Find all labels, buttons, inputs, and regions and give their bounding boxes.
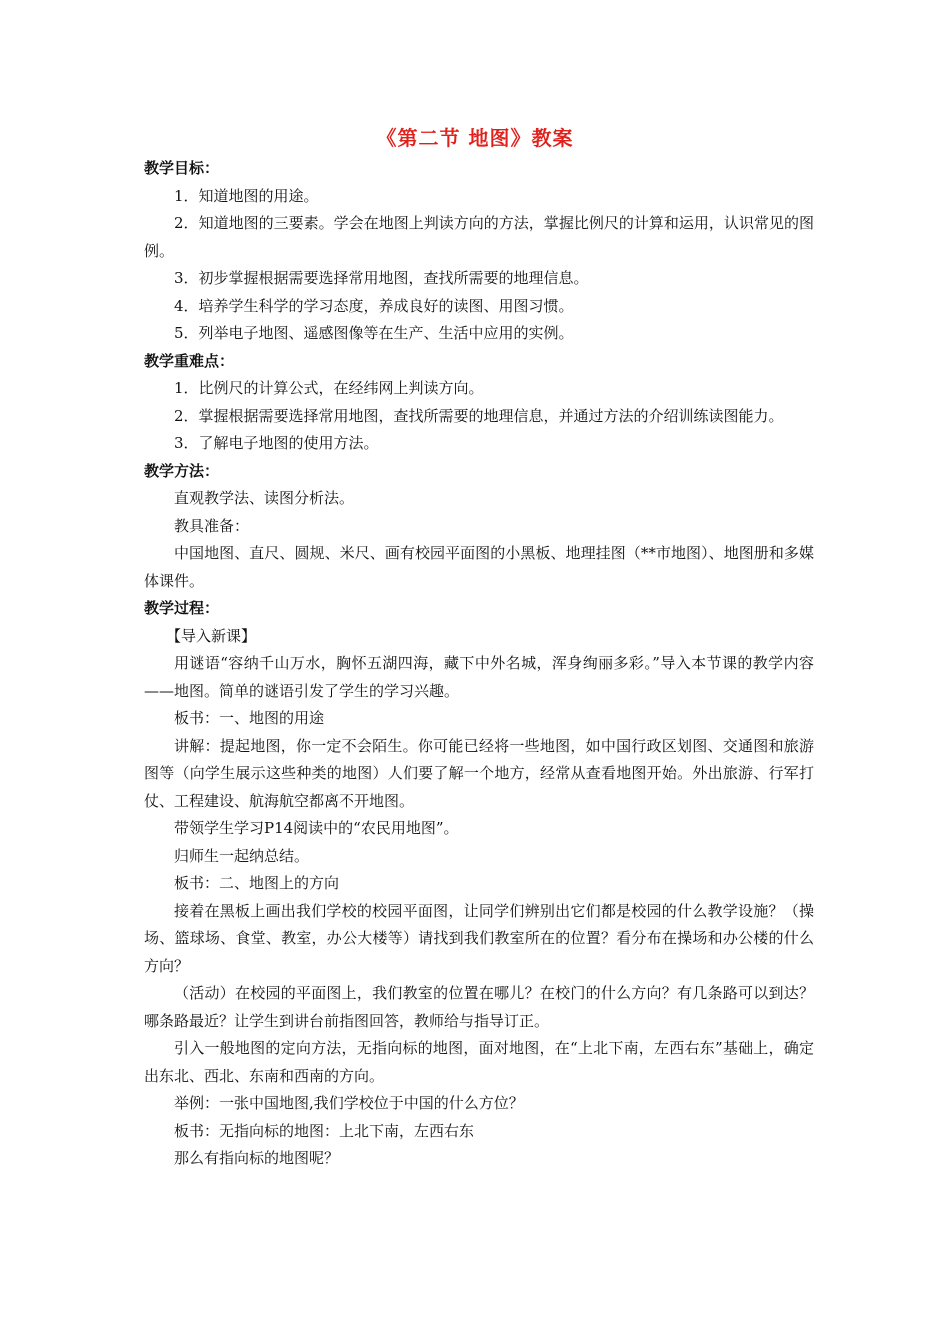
process-paragraph: 接着在黑板上画出我们学校的校园平面图，让同学们辨别出它们都是校园的什么教学设施？（操场、篮球场、食堂、教室，办公大楼等）请找到我们教室所在的位置？看分布在操场和办公楼的什么方向？ xyxy=(144,901,814,975)
process-paragraph: （活动）在校园的平面图上，我们教室的位置在哪儿？在校门的什么方向？有几条路可以到达？哪条路最近？让学生到讲台前指图回答，教师给与指导订正。 xyxy=(144,984,814,1030)
goal-item: 5．列举电子地图、遥感图像等在生产、生活中应用的实例。 xyxy=(174,324,574,342)
process-paragraph: 板书：无指向标的地图：上北下南，左西右东 xyxy=(174,1121,475,1140)
page-title: 《第二节 地图》教案 xyxy=(376,126,574,150)
key-points-heading: 教学重难点： xyxy=(144,351,235,370)
methods-heading: 教学方法： xyxy=(144,461,220,480)
process-paragraph: 板书：二、地图上的方向 xyxy=(174,874,340,892)
method-item: 中国地图、直尺、圆规、米尺、画有校园平面图的小黑板、地理挂图（**市地图）、地图册和多媒体课件。 xyxy=(144,544,814,590)
process-intro: 【导入新课】 xyxy=(166,626,257,645)
goal-item: 1．知道地图的用途。 xyxy=(174,186,319,205)
key-point-item: 2．掌握根据需要选择常用地图，查找所需要的地理信息，并通过方法的介绍训练读图能力。 xyxy=(174,406,784,425)
goal-item: 2．知道地图的三要素。学会在地图上判读方向的方法，掌握比例尺的计算和运用，认识常见的图例。 xyxy=(144,214,814,260)
goals-heading: 教学目标： xyxy=(144,159,220,177)
document-body xyxy=(144,155,814,1173)
process-paragraph: 归师生一起纳总结。 xyxy=(174,846,310,865)
process-heading: 教学过程： xyxy=(144,599,220,617)
process-paragraph: 带领学生学习P14阅读中的“农民用地图”。 xyxy=(174,819,459,837)
process-paragraph: 那么有指向标的地图呢？ xyxy=(174,1149,340,1167)
process-paragraph: 用谜语“容纳千山万水，胸怀五湖四海，藏下中外名城，浑身绚丽多彩。”导入本节课的教学内容——地图。简单的谜语引发了学生的学习兴趣。 xyxy=(144,654,814,700)
method-item: 教具准备： xyxy=(174,516,250,535)
key-point-item: 3．了解电子地图的使用方法。 xyxy=(174,434,379,452)
process-paragraph: 板书：一、地图的用途 xyxy=(174,709,325,727)
key-point-item: 1．比例尺的计算公式，在经纬网上判读方向。 xyxy=(174,379,484,397)
process-paragraph: 引入一般地图的定向方法，无指向标的地图，面对地图，在“上北下南，左西右东”基础上，确定出东北、西北、东南和西南的方向。 xyxy=(144,1039,814,1085)
process-paragraph: 讲解：提起地图，你一定不会陌生。你可能已经将一些地图，如中国行政区划图、交通图和旅游图等（向学生展示这些种类的地图）人们要了解一个地方，经常从查看地图开始。外出旅游、行军打仗、工程建设、航海航空都离不开地图。 xyxy=(144,736,814,810)
goal-item: 3．初步掌握根据需要选择常用地图，查找所需要的地理信息。 xyxy=(174,269,589,287)
method-item: 直观教学法、读图分析法。 xyxy=(174,489,355,507)
goal-item: 4．培养学生科学的学习态度，养成良好的读图、用图习惯。 xyxy=(174,296,574,315)
process-paragraph: 举例：一张中国地图,我们学校位于中国的什么方位？ xyxy=(174,1094,524,1112)
